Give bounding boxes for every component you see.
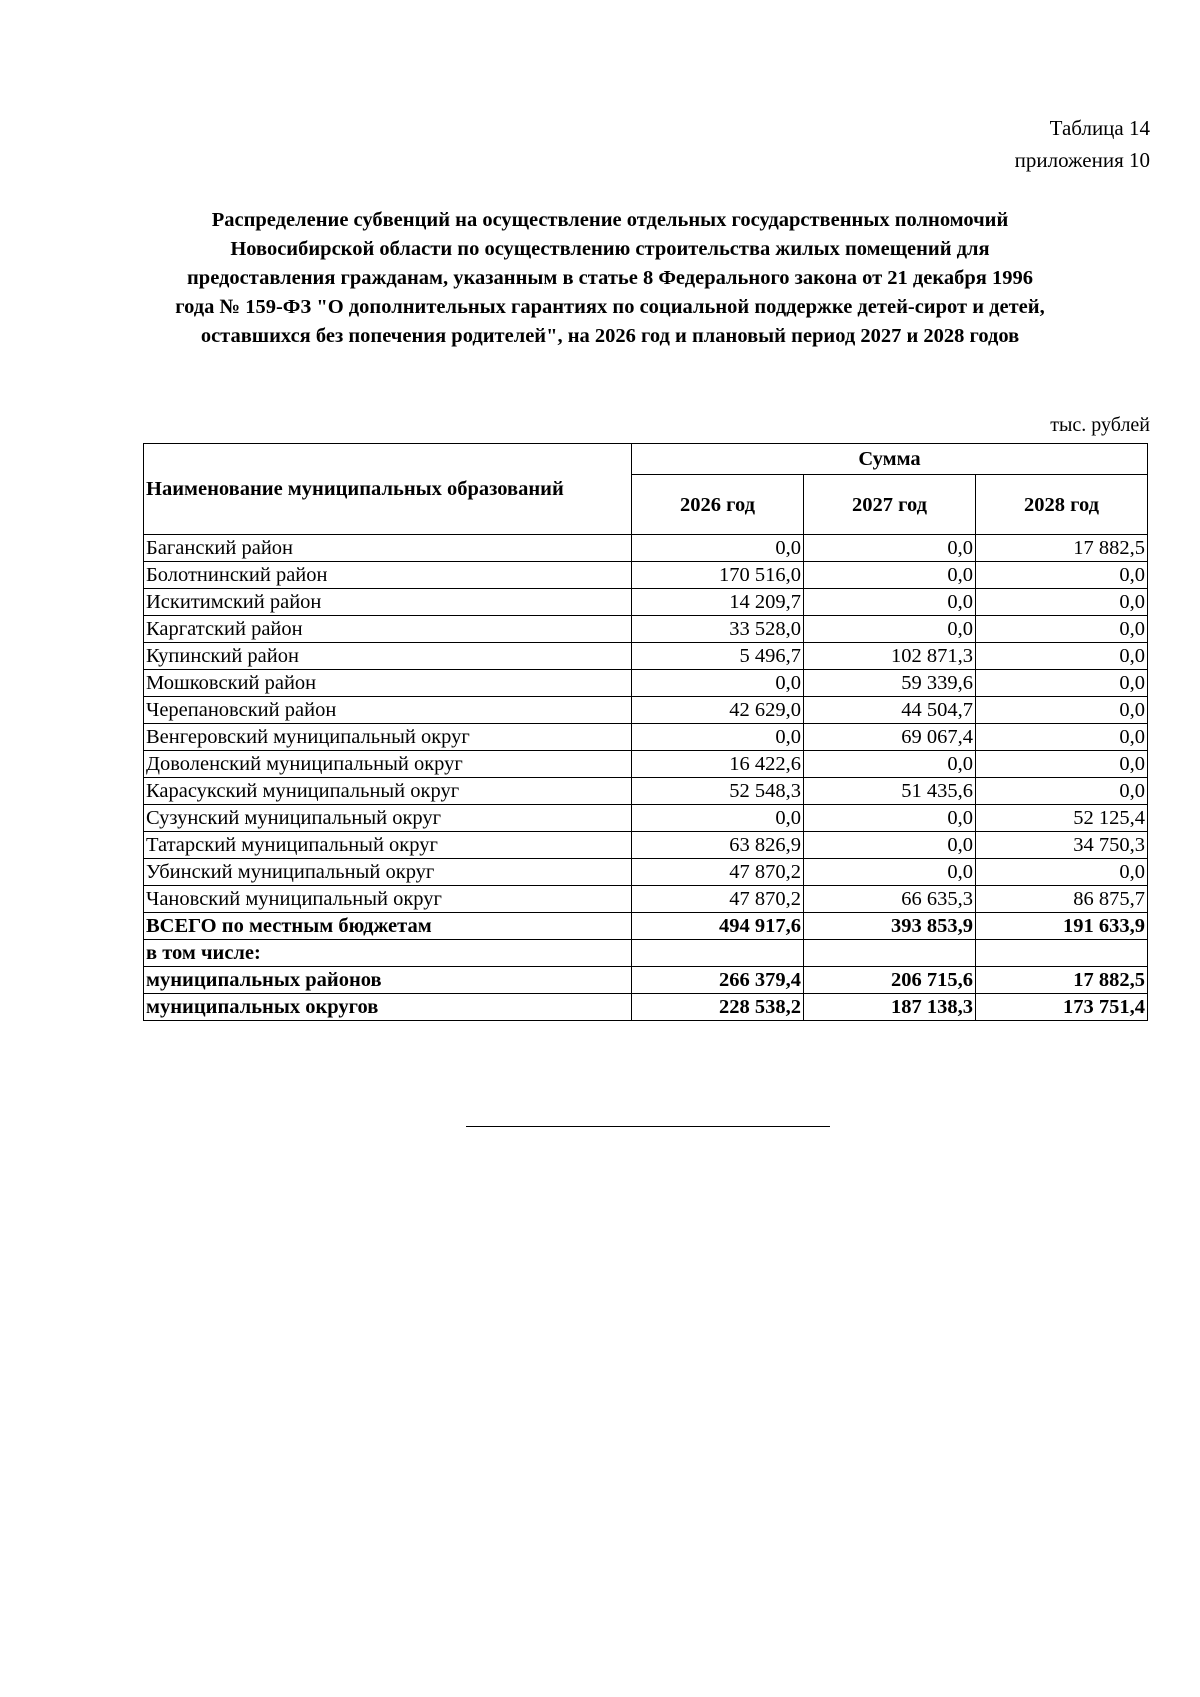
value-2026: 16 422,6: [632, 751, 804, 778]
municipality-name: Черепановский район: [144, 697, 632, 724]
value-2028: 0,0: [976, 589, 1148, 616]
value-2028: 0,0: [976, 751, 1148, 778]
title-line: оставшихся без попечения родителей", на 2026 год и плановый период 2027 и 2028 годов: [200, 325, 1020, 347]
table-row: [144, 643, 1148, 670]
value-2026: 170 516,0: [632, 562, 804, 589]
value-2028: 0,0: [976, 562, 1148, 589]
table-row: [144, 832, 1148, 859]
value-2026: 0,0: [632, 805, 804, 832]
districts-2027: 206 715,6: [804, 967, 976, 994]
value-2027: 0,0: [804, 562, 976, 589]
municipality-name: Убинский муниципальный округ: [144, 859, 632, 886]
empty-cell: [632, 940, 804, 967]
document-title: [130, 206, 1090, 351]
value-2027: 51 435,6: [804, 778, 976, 805]
table-row: [144, 589, 1148, 616]
okrugs-2026: 228 538,2: [632, 994, 804, 1021]
end-divider: [466, 1126, 830, 1127]
municipality-name: Купинский район: [144, 643, 632, 670]
districts-label: муниципальных районов: [144, 967, 632, 994]
column-header-2028: 2028 год: [976, 475, 1148, 535]
title-line: Новосибирской области по осуществлению строительства жилых помещений для: [230, 238, 990, 260]
column-header-2027: 2027 год: [804, 475, 976, 535]
okrugs-2028: 173 751,4: [976, 994, 1148, 1021]
value-2027: 66 635,3: [804, 886, 976, 913]
value-2027: 0,0: [804, 751, 976, 778]
value-2026: 14 209,7: [632, 589, 804, 616]
column-header-sum: Сумма: [632, 444, 1148, 475]
value-2028: 0,0: [976, 724, 1148, 751]
value-2027: 102 871,3: [804, 643, 976, 670]
municipality-name: Карасукский муниципальный округ: [144, 778, 632, 805]
value-2028: 0,0: [976, 670, 1148, 697]
municipality-name: Венгеровский муниципальный округ: [144, 724, 632, 751]
value-2027: 59 339,6: [804, 670, 976, 697]
municipality-name: Болотнинский район: [144, 562, 632, 589]
value-2027: 0,0: [804, 832, 976, 859]
value-2026: 47 870,2: [632, 859, 804, 886]
including-row: [144, 940, 1148, 967]
title-line: предоставления гражданам, указанным в статье 8 Федерального закона от 21 декабря 1996: [186, 267, 1033, 289]
empty-cell: [804, 940, 976, 967]
value-2028: 0,0: [976, 859, 1148, 886]
value-2028: 17 882,5: [976, 535, 1148, 562]
districts-2028: 17 882,5: [976, 967, 1148, 994]
value-2026: 42 629,0: [632, 697, 804, 724]
municipality-name: Доволенский муниципальный округ: [144, 751, 632, 778]
table-row: [144, 886, 1148, 913]
value-2027: 0,0: [804, 616, 976, 643]
appendix-label: приложения 10: [1014, 148, 1150, 172]
column-header-name: Наименование муниципальных образований: [144, 444, 632, 535]
municipality-name: Искитимский район: [144, 589, 632, 616]
table-row: [144, 778, 1148, 805]
total-2028: 191 633,9: [976, 913, 1148, 940]
value-2026: 47 870,2: [632, 886, 804, 913]
municipality-name: Татарский муниципальный округ: [144, 832, 632, 859]
municipality-name: Каргатский район: [144, 616, 632, 643]
value-2028: 52 125,4: [976, 805, 1148, 832]
total-2027: 393 853,9: [804, 913, 976, 940]
value-2028: 0,0: [976, 616, 1148, 643]
value-2026: 0,0: [632, 535, 804, 562]
value-2026: 0,0: [632, 670, 804, 697]
column-header-2026: 2026 год: [632, 475, 804, 535]
value-2026: 33 528,0: [632, 616, 804, 643]
value-2028: 0,0: [976, 643, 1148, 670]
value-2028: 34 750,3: [976, 832, 1148, 859]
value-2027: 0,0: [804, 589, 976, 616]
empty-cell: [976, 940, 1148, 967]
subventions-table: [143, 443, 1148, 1021]
table-row: [144, 616, 1148, 643]
table-label: Таблица 14: [1049, 116, 1150, 140]
units-label: тыс. рублей: [1050, 414, 1150, 436]
municipality-name: Сузунский муниципальный округ: [144, 805, 632, 832]
value-2027: 0,0: [804, 805, 976, 832]
table-row: [144, 670, 1148, 697]
value-2026: 63 826,9: [632, 832, 804, 859]
districts-row: [144, 967, 1148, 994]
value-2026: 52 548,3: [632, 778, 804, 805]
value-2027: 0,0: [804, 535, 976, 562]
table-row: [144, 859, 1148, 886]
table-row: [144, 751, 1148, 778]
value-2027: 0,0: [804, 859, 976, 886]
document-header: [1015, 112, 1150, 176]
value-2028: 0,0: [976, 697, 1148, 724]
value-2028: 86 875,7: [976, 886, 1148, 913]
okrugs-row: [144, 994, 1148, 1021]
municipality-name: Баганский район: [144, 535, 632, 562]
table-row: [144, 805, 1148, 832]
table-row: [144, 562, 1148, 589]
table-row: [144, 697, 1148, 724]
okrugs-2027: 187 138,3: [804, 994, 976, 1021]
total-label: ВСЕГО по местным бюджетам: [144, 913, 632, 940]
value-2027: 69 067,4: [804, 724, 976, 751]
value-2026: 0,0: [632, 724, 804, 751]
table-row: [144, 535, 1148, 562]
title-line: года № 159-ФЗ "О дополнительных гарантиях по социальной поддержке детей-сирот и детей,: [175, 296, 1045, 318]
okrugs-label: муниципальных округов: [144, 994, 632, 1021]
including-label: в том числе:: [144, 940, 632, 967]
municipality-name: Мошковский район: [144, 670, 632, 697]
value-2026: 5 496,7: [632, 643, 804, 670]
total-2026: 494 917,6: [632, 913, 804, 940]
districts-2026: 266 379,4: [632, 967, 804, 994]
value-2028: 0,0: [976, 778, 1148, 805]
total-row: [144, 913, 1148, 940]
value-2027: 44 504,7: [804, 697, 976, 724]
title-line: Распределение субвенций на осуществление отдельных государственных полномочий: [211, 209, 1009, 231]
table-row: [144, 724, 1148, 751]
municipality-name: Чановский муниципальный округ: [144, 886, 632, 913]
